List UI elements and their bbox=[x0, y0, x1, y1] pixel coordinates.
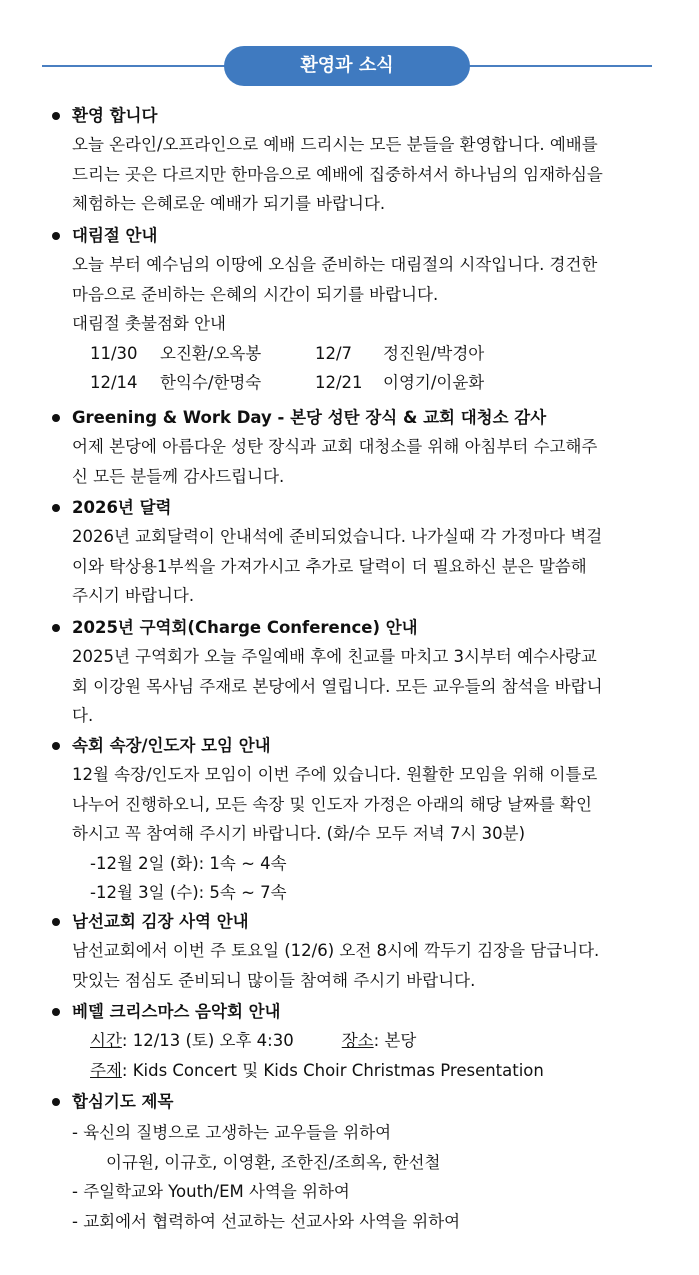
section-title: Greening & Work Day - 본당 성탄 장식 & 교회 대청소 감사 bbox=[72, 408, 547, 427]
candle-schedule-row bbox=[72, 339, 657, 369]
section-body bbox=[72, 642, 657, 731]
theme-value: : Kids Concert 및 Kids Choir Christmas Presentation bbox=[121, 1060, 544, 1080]
prayer-names: 이규원, 이규호, 이영환, 조한진/조희옥, 한선철 bbox=[106, 1152, 441, 1172]
section-body bbox=[72, 250, 657, 398]
body-line: 대림절 촛불점화 안내 bbox=[72, 314, 226, 333]
section-title: 대림절 안내 bbox=[72, 226, 158, 245]
header-title: 환영과 소식 bbox=[224, 46, 470, 86]
schedule-names: 정진원/박경아 bbox=[383, 343, 485, 363]
schedule-date: 12/7 bbox=[315, 343, 353, 363]
body-line: 2026년 교회달력이 안내석에 준비되었습니다. 나가실때 각 가정마다 벽걸 bbox=[72, 527, 603, 546]
body-line: 하시고 꼭 참여해 주시기 바랍니다. (화/수 모두 저녁 7시 30분) bbox=[72, 824, 526, 843]
bullet-icon bbox=[52, 742, 60, 750]
body-line: 마음으로 준비하는 은혜의 시간이 되기를 바랍니다. bbox=[72, 284, 439, 304]
bullet-icon bbox=[52, 414, 60, 422]
section-title: 2026년 달력 bbox=[72, 498, 172, 517]
place-label: 장소 bbox=[341, 1031, 374, 1050]
section-body bbox=[72, 936, 657, 995]
body-line: 드리는 곳은 다르지만 한마음으로 예배에 집중하셔서 하나님의 임재하심을 bbox=[72, 164, 603, 184]
section-body bbox=[72, 1026, 657, 1085]
body-line: 다. bbox=[72, 706, 94, 725]
section-body bbox=[72, 760, 657, 908]
body-line: 어제 본당에 아름다운 성탄 장식과 교회 대청소를 위해 아침부터 수고해주 bbox=[72, 437, 598, 456]
meeting-date-line: -12월 3일 (수): 5속 ~ 7속 bbox=[90, 883, 287, 902]
body-line: 회 이강원 목사님 주재로 본당에서 열립니다. 모든 교우들의 참석을 바랍니 bbox=[72, 676, 603, 696]
section-body bbox=[72, 130, 657, 219]
prayer-item: - 주일학교와 Youth/EM 사역을 위하여 bbox=[72, 1182, 350, 1201]
body-line: 나누어 진행하오니, 모든 속장 및 인도자 가정은 아래의 해당 날짜를 확인 bbox=[72, 794, 592, 814]
body-line: 신 모든 분들께 감사드립니다. bbox=[72, 466, 285, 486]
body-line: 오늘 온라인/오프라인으로 예배 드리시는 모든 분들을 환영합니다. 예배를 bbox=[72, 135, 598, 154]
bullet-icon bbox=[52, 1008, 60, 1016]
body-line: 이와 탁상용1부씩을 가져가시고 추가로 달력이 더 필요하신 분은 말씀해 bbox=[72, 556, 587, 576]
section-title: 환영 합니다 bbox=[72, 106, 158, 125]
bullet-icon bbox=[52, 918, 60, 926]
bullet-icon bbox=[52, 624, 60, 632]
concert-theme bbox=[72, 1056, 657, 1086]
section-title: 속회 속장/인도자 모임 안내 bbox=[72, 736, 271, 755]
body-line: 오늘 부터 예수님의 이땅에 오심을 준비하는 대림절의 시작입니다. 경건한 bbox=[72, 255, 598, 274]
schedule-date: 11/30 bbox=[90, 343, 138, 363]
schedule-date: 12/14 bbox=[90, 373, 138, 392]
section-body bbox=[72, 522, 657, 611]
prayer-item: - 육신의 질병으로 고생하는 교우들을 위하여 bbox=[72, 1123, 392, 1142]
prayer-item: - 교회에서 협력하여 선교하는 선교사와 사역을 위하여 bbox=[72, 1211, 461, 1231]
bullet-icon bbox=[52, 504, 60, 512]
theme-label: 주제 bbox=[90, 1060, 122, 1080]
bullet-icon bbox=[52, 232, 60, 240]
body-line: 12월 속장/인도자 모임이 이번 주에 있습니다. 원활한 모임을 위해 이틀로 bbox=[72, 765, 598, 784]
bullet-icon bbox=[52, 1098, 60, 1106]
section-title: 남선교회 김장 사역 안내 bbox=[72, 912, 249, 931]
body-line: 주시기 바랍니다. bbox=[72, 586, 195, 605]
section-body bbox=[72, 1118, 657, 1236]
section-header bbox=[0, 44, 699, 88]
section-title: 베델 크리스마스 음악회 안내 bbox=[72, 1002, 281, 1021]
meeting-date-line: -12월 2일 (화): 1속 ~ 4속 bbox=[90, 853, 287, 873]
schedule-names: 한익수/한명숙 bbox=[160, 373, 262, 392]
place-value: : 본당 bbox=[373, 1031, 417, 1050]
body-line: 맛있는 점심도 준비되니 많이들 참여해 주시기 바랍니다. bbox=[72, 970, 476, 990]
schedule-date: 12/21 bbox=[315, 373, 363, 392]
time-value: : 12/13 (토) 오후 4:30 bbox=[121, 1031, 294, 1050]
schedule-names: 오진환/오옥봉 bbox=[160, 343, 262, 363]
candle-schedule-row bbox=[72, 368, 657, 398]
section-body bbox=[72, 432, 657, 491]
body-line: 2025년 구역회가 오늘 주일예배 후에 친교를 마치고 3시부터 예수사랑교 bbox=[72, 647, 597, 666]
bullet-icon bbox=[52, 112, 60, 120]
body-line: 체험하는 은혜로운 예배가 되기를 바랍니다. bbox=[72, 194, 386, 213]
body-line: 남선교회에서 이번 주 토요일 (12/6) 오전 8시에 깍두기 김장을 담급니다. bbox=[72, 941, 600, 960]
section-title: 2025년 구역회(Charge Conference) 안내 bbox=[72, 618, 418, 637]
schedule-names: 이영기/이윤화 bbox=[383, 373, 485, 392]
concert-time-place bbox=[72, 1026, 657, 1056]
section-title: 합심기도 제목 bbox=[72, 1092, 174, 1111]
time-label: 시간 bbox=[90, 1031, 122, 1050]
